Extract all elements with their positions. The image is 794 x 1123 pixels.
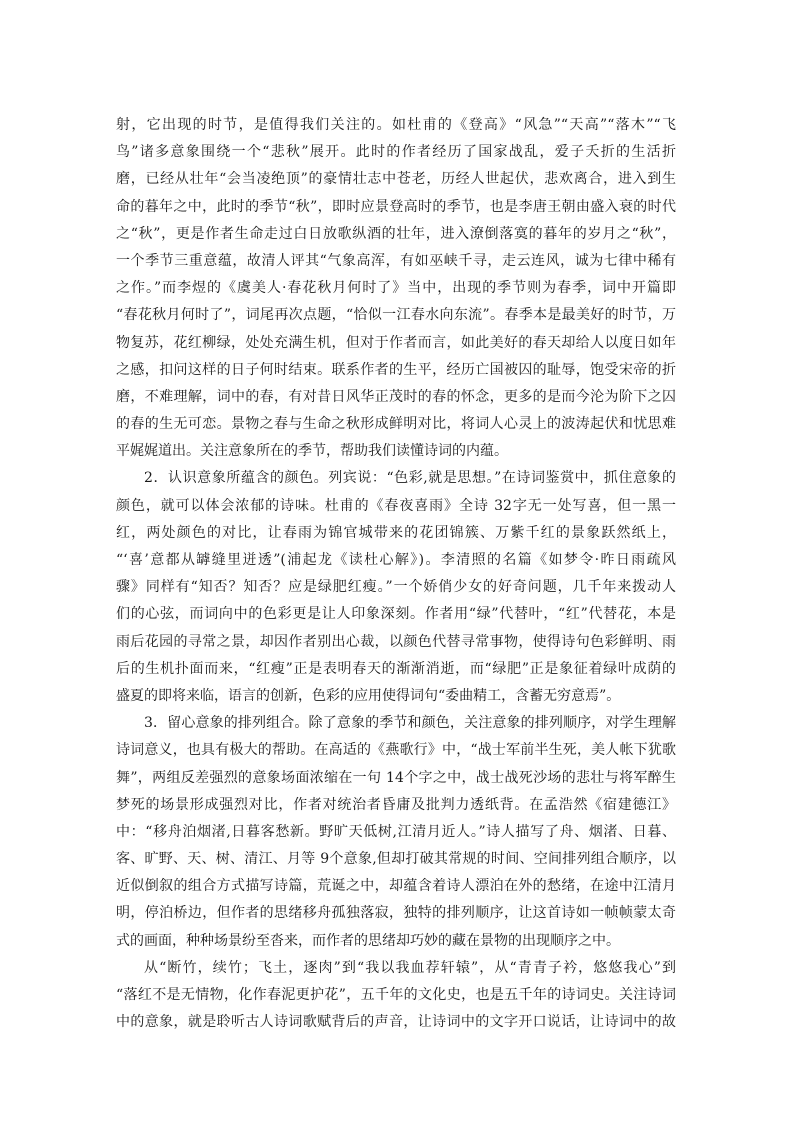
text-line: 磨，不难理解，词中的春，有对昔日风华正茂时的春的怀念，更多的是而今沦为阶下之囚 (116, 388, 676, 405)
text-line: 中：“移舟泊烟渚,日暮客愁新。野旷天低树,江清月近人。”诗人描写了舟、烟渚、日暮、 (116, 823, 676, 840)
text-line: 之“秋”，更是作者生命走过白日放歌纵酒的壮年，进入潦倒落寞的暮年的岁月之“秋”， (116, 225, 676, 242)
document-body (116, 112, 676, 1036)
paragraph-arrangement (116, 710, 676, 955)
text-line: 从“断竹，续竹；飞土，逐肉”到“我以我血荐轩辕”，从“青青子衿，悠悠我心”到 (144, 959, 676, 976)
text-line: “春花秋月何时了”，词尾再次点题，“恰似一江春水向东流”。春季本是最美好的时节，万 (116, 307, 676, 324)
text-line: 后的生机扑面而来，“红瘦”正是表明春天的渐渐消逝，而“绿肥”正是象征着绿叶成荫的 (116, 660, 676, 677)
text-line: 命的暮年之中，此时的季节“秋”，即时应景登高时的季节，也是李唐王朝由盛入衰的时代 (116, 198, 676, 215)
text-line: 近似倒叙的组合方式描写诗篇，荒诞之中，却蕴含着诗人漂泊在外的愁绪，在途中江清月 (116, 878, 676, 895)
text-line: 鸟”诸多意象围绕一个“悲秋”展开。此时的作者经历了国家战乱，爱子夭折的生活折 (116, 144, 676, 161)
text-line: 之感，扣问这样的日子何时结束。联系作者的生平，经历亡国被囚的耻辱，饱受宋帝的折 (116, 361, 676, 378)
text-line: 明，停泊桥边，但作者的思绪移舟孤独落寂，独特的排列顺序，让这首诗如一帧帧蒙太奇 (116, 905, 676, 922)
text-line: 的春的生无可恋。景物之春与生命之秋形成鲜明对比，将词人心灵上的波涛起伏和忧思难 (116, 416, 676, 433)
paragraph-color (116, 465, 676, 710)
text-line: 舞”，两组反差强烈的意象场面浓缩在一句 14个字之中，战士战死沙场的悲壮与将军醉生 (116, 769, 676, 786)
text-line: 骤》同样有“知否？知否？应是绿肥红瘦。”一个娇俏少女的好奇问题，几千年来拨动人 (116, 579, 676, 596)
paragraph-season (116, 112, 676, 465)
paragraph-conclusion (116, 955, 676, 1037)
text-line: 一个季节三重意蕴，故清人评其“气象高浑，有如巫峡千寻，走云连风，诚为七律中稀有 (116, 252, 676, 269)
text-line: “‘喜’意都从罅缝里迸透”(浦起龙《读杜心解》)。李清照的名篇《如梦令·昨日雨疏风 (116, 552, 676, 568)
text-line: 盛夏的即将来临，语言的创新，色彩的应用使得词句“委曲精工，含蓄无穷意焉”。 (116, 687, 621, 704)
text-line: 式的画面，种种场景纷至沓来，而作者的思绪却巧妙的藏在景物的出现顺序之中。 (116, 932, 620, 949)
text-line: 2．认识意象所蕴含的颜色。列宾说：“色彩,就是思想。”在诗词鉴赏中，抓住意象的 (144, 470, 676, 487)
text-line: 雨后花园的寻常之景，却因作者别出心裁，以颜色代替寻常事物，使得诗句色彩鲜明、雨 (116, 633, 676, 650)
text-line: 客、旷野、天、树、清江、月等 9个意象,但却打破其常规的时间、空间排列组合顺序，以 (116, 851, 676, 868)
text-line: 颜色，就可以体会浓郁的诗味。杜甫的《春夜喜雨》全诗 32字无一处写喜，但一黑一 (116, 497, 676, 514)
text-line: 射，它出现的时节，是值得我们关注的。如杜甫的《登高》“风急”“天高”“落木”“飞 (116, 117, 676, 133)
text-line: 之作。”而李煜的《虞美人·春花秋月何时了》当中，出现的季节则为春季，词中开篇即 (116, 280, 676, 297)
text-line: 红，两处颜色的对比，让春雨为锦官城带来的花团锦簇、万紫千红的景象跃然纸上， (116, 524, 676, 541)
text-line: “落红不是无情物，化作春泥更护花”，五千年的文化史，也是五千年的诗词史。关注诗词 (116, 987, 676, 1003)
text-line: 诗词意义，也具有极大的帮助。在高适的《燕歌行》中，“战士军前半生死，美人帐下犹歌 (116, 742, 676, 759)
text-line: 们的心弦，而词向中的色彩更是让人印象深刻。作者用“绿”代替叶，“红”代替花，本是 (116, 606, 676, 623)
text-line: 磨，已经从壮年“会当凌绝顶”的豪情壮志中苍老，历经人世起伏，悲欢离合，进入到生 (116, 171, 676, 188)
text-line: 中的意象，就是聆听古人诗词歌赋背后的声音，让诗词中的文字开口说话，让诗词中的故 (116, 1014, 676, 1031)
text-line: 梦死的场景形成强烈对比，作者对统治者昏庸及批判力透纸背。在孟浩然《宿建德江》 (116, 796, 676, 813)
text-line: 物复苏，花红柳绿，处处充满生机，但对于作者而言，如此美好的春天却给人以度日如年 (116, 334, 676, 351)
text-line: 平娓娓道出。关注意象所在的季节，帮助我们读懂诗词的内蕴。 (116, 443, 508, 460)
text-line: 3．留心意象的排列组合。除了意象的季节和颜色，关注意象的排列顺序，对学生理解 (144, 715, 676, 732)
